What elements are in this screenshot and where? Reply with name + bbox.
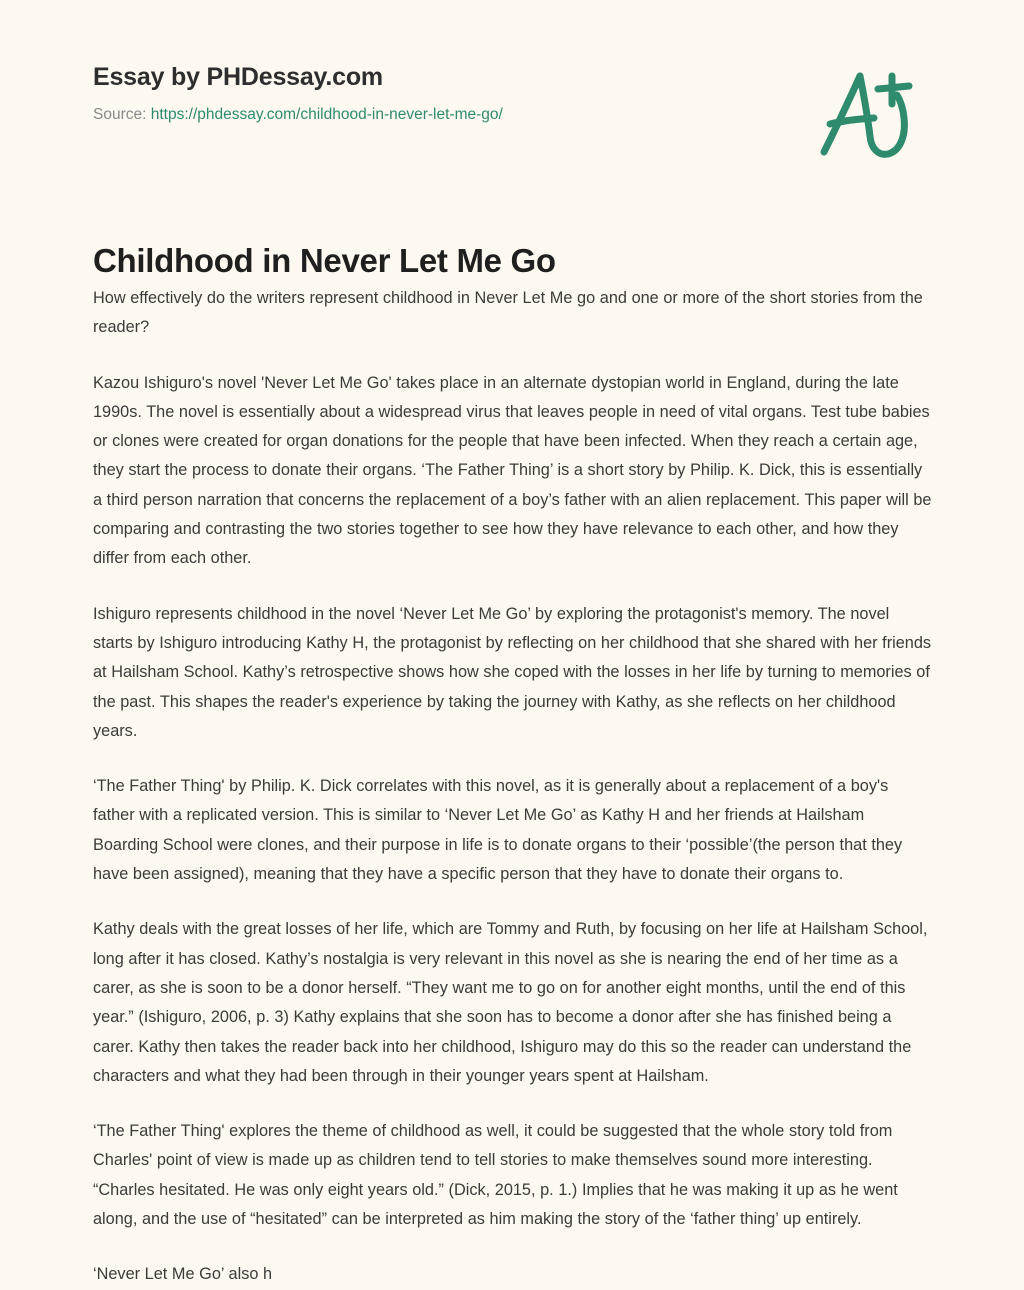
brand-title: Essay by PHDessay.com — [93, 63, 383, 91]
page-title: Childhood in Never Let Me Go — [93, 242, 556, 280]
paragraph: Kazou Ishiguro's novel 'Never Let Me Go' takes place in an alternate dystopian world in England, during the late 1990s. The novel is essentially about a widespread virus that leaves people in need of vital organs. Test tube babies or clones were created for organ donations for the people that have been infected. When they reach a certain age, they start the process to donate their organs. ‘The Father Thing’ is a short story by Philip. K. Dick, this is essentially a third person narration that concerns the replacement of a boy’s father with an alien replacement. This paper will be comparing and contrasting the two stories together to see how they have relevance to each other, and how they differ from each other. — [93, 373, 932, 568]
source-url-link[interactable]: https://phdessay.com/childhood-in-never-let-me-go/ — [150, 106, 503, 123]
page-header — [93, 62, 931, 124]
paragraph: Kathy deals with the great losses of her life, which are Tommy and Ruth, by focusing on her life at Hailsham School, long after it has closed. Kathy’s nostalgia is very relevant in this novel as she is nearing the end of her time as a carer, as she is soon to be a donor herself. “They want me to go on for another eight months, until the end of this year.” (Ishiguro, 2006, p. 3) Kathy explains that she soon has to become a donor after she has finished being a carer. Kathy then takes the reader back into her childhood, Ishiguro may do this so the reader can understand the characters and what they had been through in their younger years spent at Hailsham. — [93, 920, 928, 1085]
source-line — [93, 106, 931, 124]
paragraph: Ishiguro represents childhood in the novel ‘Never Let Me Go’ by exploring the protagonist's memory. The novel starts by Ishiguro introducing Kathy H, the protagonist by reflecting on her childhood that she shared with her friends at Hailsham School. Kathy’s retrospective shows how she coped with the losses in her life by turning to memories of the past. This shapes the reader's experience by taking the journey with Kathy, as she reflects on her childhood years. — [93, 604, 932, 740]
a-plus-icon — [812, 60, 922, 165]
a-plus-logo — [812, 60, 922, 165]
paragraph: ‘The Father Thing' by Philip. K. Dick correlates with this novel, as it is generally about a replacement of a boy's father with a replicated version. This is similar to ‘Never Let Me Go’ as Kathy H and her friends at Hailsham Boarding School were clones, and their purpose in life is to donate organs to their ‘possible’(the person that they have been assigned), meaning that they have a specific person that they have to donate their organs to. — [93, 777, 903, 884]
source-label: Source: — [93, 106, 147, 123]
paragraph: ‘The Father Thing' explores the theme of childhood as well, it could be suggested that the whole story told from Charles' point of view is made up as children tend to tell stories to make themselves sound more interesting. “Charles hesitated. He was only eight years old.” (Dick, 2015, p. 1.) Implies that he was making it up as he went along, and the use of “hesitated” can be interpreted as him making the story of the ‘father thing’ up entirely. — [93, 1122, 898, 1229]
paragraph: ‘Never Let Me Go’ also h — [93, 1265, 273, 1284]
paragraph: How effectively do the writers represent childhood in Never Let Me go and one or more of the short stories from the reader? — [93, 289, 923, 337]
essay-body — [93, 284, 933, 1290]
